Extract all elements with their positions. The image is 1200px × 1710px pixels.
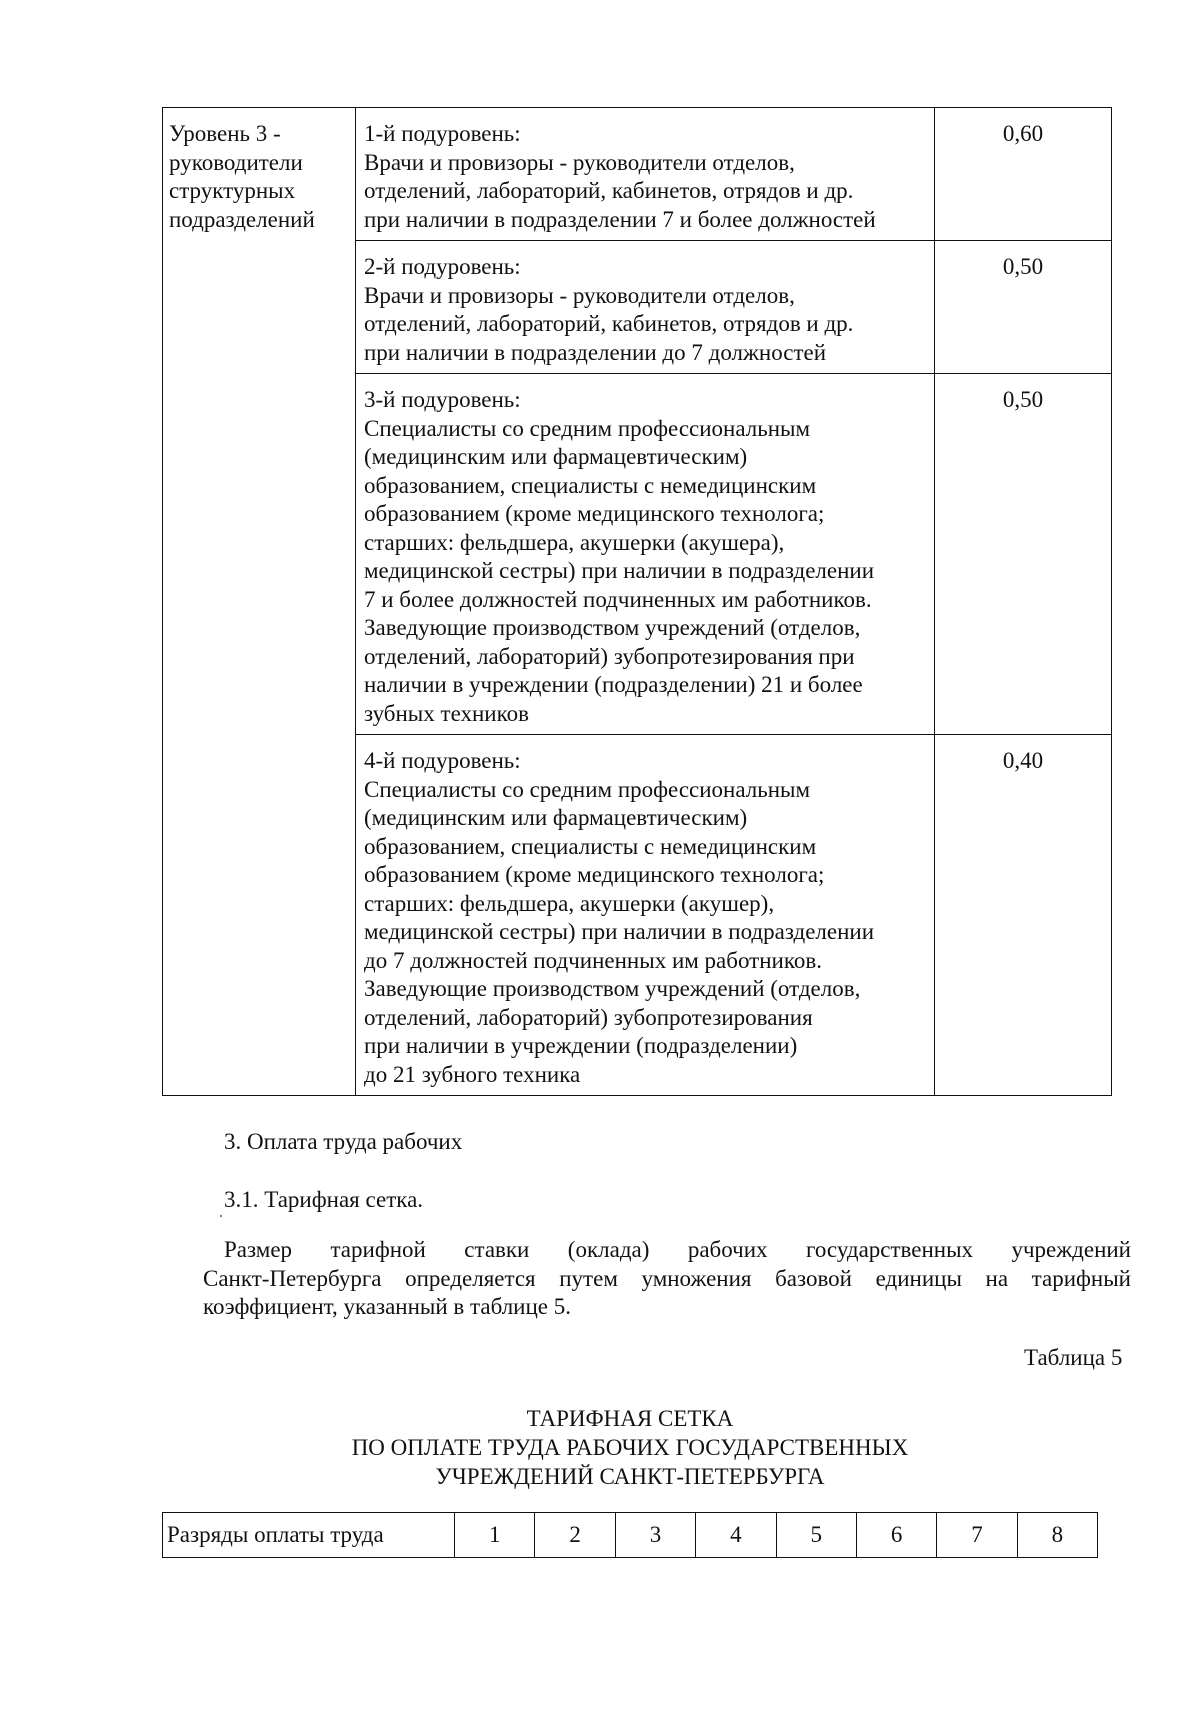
- level-label: Уровень 3 - руководители структурных подразделений: [169, 121, 315, 232]
- coefficient-value: 0,50: [1002, 387, 1044, 412]
- section-subheading: 3.1. Тарифная сетка.: [224, 1187, 424, 1212]
- grade-cell: 7: [937, 1513, 1017, 1558]
- sublevel-description: Врачи и провизоры - руководители отделов, отделений, лабораторий, кабинетов, отрядов и др. при наличии в подразделении 7 и более должностей: [364, 149, 876, 232]
- levels-table: [162, 107, 1112, 1096]
- paragraph-line: Санкт-Петербурга определяется путем умножения базовой единицы на тарифный: [203, 1265, 1131, 1291]
- table-label: Таблица 5: [1024, 1345, 1123, 1370]
- sublevel-title: 4-й подуровень:: [364, 748, 521, 773]
- coefficient-cell: [935, 108, 1112, 241]
- grades-table: [162, 1512, 1098, 1558]
- grade-cell: 8: [1017, 1513, 1097, 1558]
- table-row: [163, 1513, 1098, 1558]
- sublevel-title: 1-й подуровень:: [364, 121, 521, 146]
- level-cell: [163, 108, 356, 1096]
- sublevel-cell: [356, 735, 935, 1096]
- sublevel-description: Врачи и провизоры - руководители отделов, отделений, лабораторий, кабинетов, отрядов и др. при наличии в подразделении до 7 должностей: [364, 282, 854, 365]
- grade-cell: 5: [776, 1513, 856, 1558]
- table-row: [163, 108, 1112, 241]
- sublevel-cell: [356, 374, 935, 735]
- coefficient-cell: [935, 241, 1112, 374]
- sublevel-title: 2-й подуровень:: [364, 254, 521, 279]
- sublevel-cell: [356, 241, 935, 374]
- coefficient-value: 0,50: [1002, 254, 1044, 279]
- sublevel-description: Специалисты со средним профессиональным (медицинским или фармацевтическим) образованием, специалисты с немедицинским образованием (кроме медицинского технолога; старших: фельдшера, акушерки (акушера), медицинской сестры) при наличии в подразделении 7 и более должностей подчиненных им работников. Заведующие производством учреждений (отделов, отделений, лабораторий) зубопротезирования при наличии в учреждении (подразделении) 21 и более зубных техников: [364, 415, 875, 726]
- section-heading: 3. Оплата труда рабочих: [224, 1129, 463, 1154]
- coefficient-value: 0,60: [1002, 121, 1044, 146]
- coefficient-value: 0,40: [1002, 748, 1044, 773]
- grade-cell: 6: [856, 1513, 936, 1558]
- coefficient-cell: [935, 374, 1112, 735]
- table-title: [162, 1404, 1098, 1491]
- table-title-line: ПО ОПЛАТЕ ТРУДА РАБОЧИХ ГОСУДАРСТВЕННЫХ: [351, 1435, 909, 1460]
- grades-row-label: Разряды оплаты труда: [163, 1513, 455, 1558]
- sublevel-description: Специалисты со средним профессиональным (медицинским или фармацевтическим) образованием, специалисты с немедицинским образованием (кроме медицинского технолога; старших: фельдшера, акушерки (акушер), медицинской сестры) при наличии в подразделении до 7 должностей подчиненных им работников. Заведующие производством учреждений (отделов, отделений, лабораторий) зубопротезирования при наличии в учреждении (подразделении) до 21 зубного техника: [364, 776, 875, 1087]
- table-title-line: ТАРИФНАЯ СЕТКА: [526, 1406, 734, 1431]
- grade-cell: 1: [455, 1513, 535, 1558]
- paragraph-line: Размер тарифной ставки (оклада) рабочих государственных учреждений: [224, 1237, 1131, 1262]
- table-title-line: УЧРЕЖДЕНИЙ САНКТ-ПЕТЕРБУРГА: [435, 1464, 825, 1489]
- scan-artifact: [220, 1215, 222, 1217]
- grade-cell: 3: [615, 1513, 695, 1558]
- sublevel-cell: [356, 108, 935, 241]
- body-paragraph: [203, 1236, 1131, 1322]
- grade-cell: 2: [535, 1513, 615, 1558]
- paragraph-line: коэффициент, указанный в таблице 5.: [203, 1294, 571, 1319]
- grade-cell: 4: [696, 1513, 776, 1558]
- sublevel-title: 3-й подуровень:: [364, 387, 521, 412]
- coefficient-cell: [935, 735, 1112, 1096]
